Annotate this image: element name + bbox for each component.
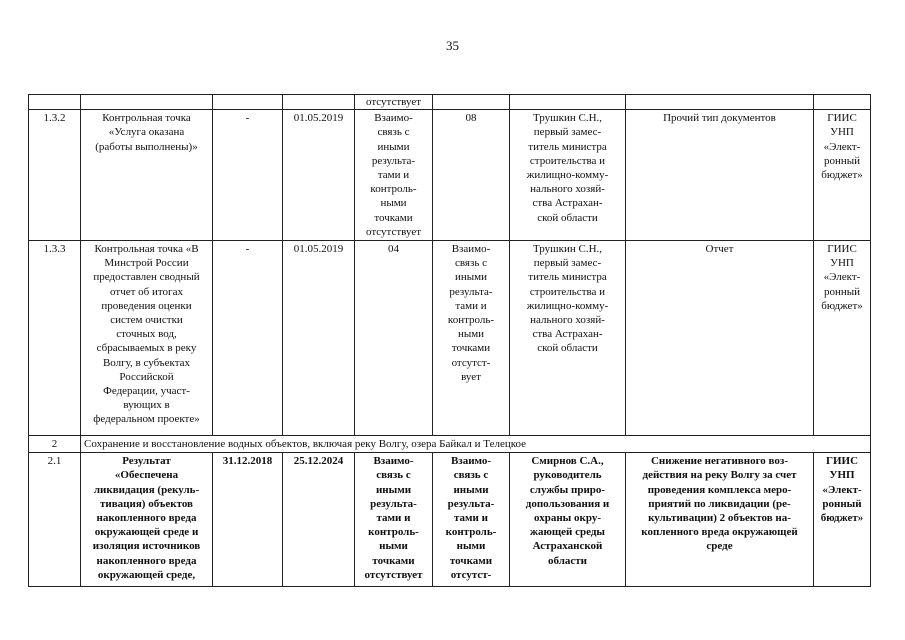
- cell-relation-2: 08: [433, 110, 510, 241]
- section-number: 2: [29, 436, 81, 453]
- cell-system: ГИИС УНП «Элект- ронный бюджет»: [814, 453, 871, 587]
- cell-start-date: -: [213, 241, 283, 436]
- table-row-continuation: [29, 95, 871, 110]
- cell-end-date: 01.05.2019: [283, 110, 355, 241]
- cell-name: Контрольная точка «В Минстрой России предоставлен сводный отчет об итогах проведения оценки систем очистки сточных вод, сбрасываемых в реку Волгу, в субъектах Российской Федерации, участ- вующих в федеральном проекте»: [81, 241, 213, 436]
- cell-start-date: 31.12.2018: [213, 453, 283, 587]
- cell-responsible: Трушкин С.Н., первый замес- титель министра строительства и жилищно-комму- нального хозяй- ства Астрахан- ской области: [510, 241, 626, 436]
- cell-end-date: 01.05.2019: [283, 241, 355, 436]
- cell-document: Прочий тип документов: [626, 110, 814, 241]
- cell-end-date: 25.12.2024: [283, 453, 355, 587]
- section-title: Сохранение и восстановление водных объектов, включая реку Волгу, озера Байкал и Телецкое: [81, 436, 871, 453]
- cell-name: Результат «Обеспечена ликвидация (рекуль- тивация) объектов накопленного вреда окружающей среде и изоляция источников накопленного вреда окружающей среде,: [81, 453, 213, 587]
- cell-relation-1: Взаимо- связь с иными результа- тами и контроль- ными точками отсутствует: [355, 453, 433, 587]
- cell-responsible: Смирнов С.А., руководитель службы приро- допользования и охраны окру- жающей среды Астраханской области: [510, 453, 626, 587]
- cell-start-date: [213, 95, 283, 110]
- cell-document: Снижение негативного воз- действия на реку Волгу за счет проведения комплекса меро- приятий по ликвидации (ре- культивации) 2 объектов на- копленного вреда окружающей среде: [626, 453, 814, 587]
- cell-document: Отчет: [626, 241, 814, 436]
- cell-number: 1.3.2: [29, 110, 81, 241]
- cell-relation-2: Взаимо- связь с иными результа- тами и контроль- ными точками отсутст-: [433, 453, 510, 587]
- cell-relation-1: отсутствует: [355, 95, 433, 110]
- cell-relation-1: 04: [355, 241, 433, 436]
- cell-name: [81, 95, 213, 110]
- cell-relation-1: Взаимо- связь с иными результа- тами и контроль- ными точками отсутствует: [355, 110, 433, 241]
- table-section-row: [29, 436, 871, 453]
- cell-number: 2.1: [29, 453, 81, 587]
- table-row: [29, 241, 871, 436]
- cell-name: Контрольная точка «Услуга оказана (работы выполнены)»: [81, 110, 213, 241]
- cell-system: ГИИС УНП «Элект- ронный бюджет»: [814, 241, 871, 436]
- cell-number: [29, 95, 81, 110]
- cell-end-date: [283, 95, 355, 110]
- cell-system: [814, 95, 871, 110]
- cell-start-date: -: [213, 110, 283, 241]
- cell-number: 1.3.3: [29, 241, 81, 436]
- cell-document: [626, 95, 814, 110]
- page-number: 35: [446, 38, 459, 53]
- cell-relation-2: [433, 95, 510, 110]
- cell-system: ГИИС УНП «Элект- ронный бюджет»: [814, 110, 871, 241]
- table-row: [29, 453, 871, 587]
- table-row: [29, 110, 871, 241]
- cell-relation-2: Взаимо- связь с иными результа- тами и контроль- ными точками отсутст- вует: [433, 241, 510, 436]
- cell-responsible: Трушкин С.Н., первый замес- титель министра строительства и жилищно-комму- нального хозяй- ства Астрахан- ской области: [510, 110, 626, 241]
- plan-table: [28, 94, 871, 587]
- cell-responsible: [510, 95, 626, 110]
